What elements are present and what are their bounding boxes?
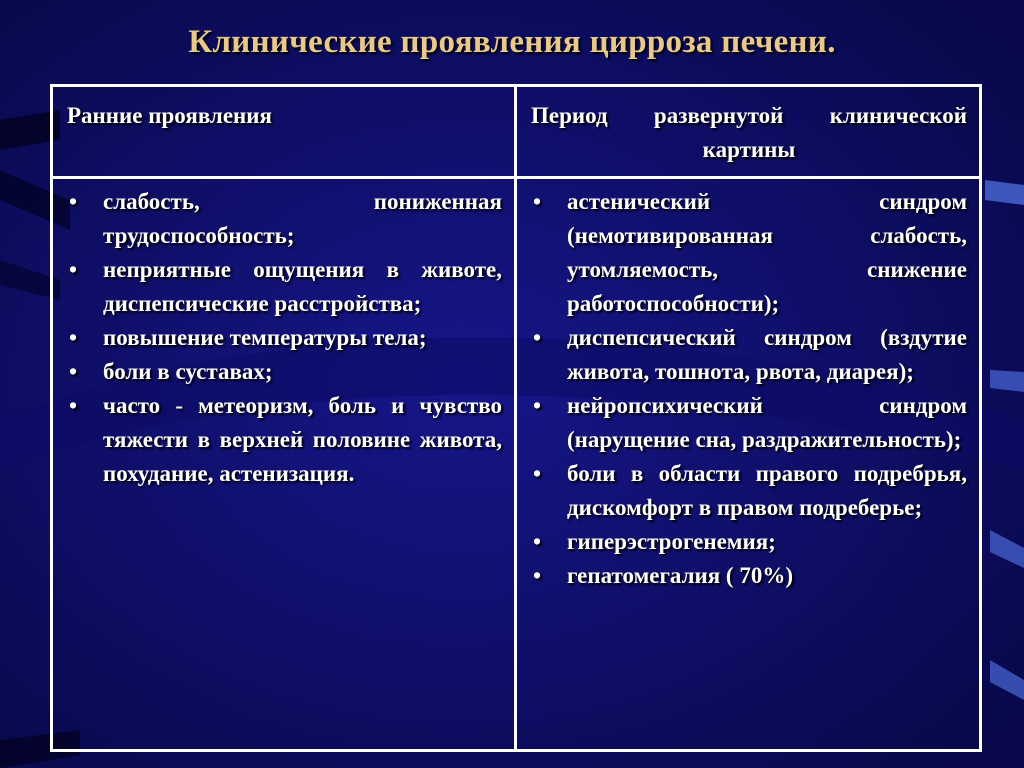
early-item-text: повышение температуры тела; — [103, 325, 427, 350]
developed-item — [527, 559, 967, 593]
developed-cell — [516, 178, 981, 751]
bullet-icon: • — [532, 563, 542, 588]
developed-list — [527, 185, 967, 593]
developed-item — [527, 457, 967, 525]
bullet-icon: • — [532, 393, 542, 418]
bullet-icon: • — [68, 189, 78, 214]
developed-item-text: боли в области правого подребрья, дискомфорт в правом подреберье; — [567, 461, 967, 520]
developed-item-text: гепатомегалия ( 70%) — [567, 563, 794, 588]
bullet-icon: • — [532, 325, 542, 350]
developed-item — [527, 185, 967, 321]
early-item-text: часто - метеоризм, боль и чувство тяжести в верхней половине живота, похудание, астенизация. — [103, 393, 502, 486]
developed-item-text: гиперэстрогенемия; — [567, 529, 776, 554]
early-item — [63, 321, 502, 355]
early-item — [63, 185, 502, 253]
early-item-text: боли в суставах; — [103, 359, 273, 384]
table-header-row — [52, 86, 981, 178]
developed-item — [527, 525, 967, 559]
early-list — [63, 185, 502, 491]
slide-title: Клинические проявления цирроза печени. — [188, 24, 836, 60]
bullet-icon: • — [68, 257, 78, 282]
early-item-text: слабость, пониженная трудоспособность; — [103, 189, 502, 248]
header-early: Ранние проявления — [52, 86, 516, 178]
bullet-icon: • — [532, 529, 542, 554]
bullet-icon: • — [68, 359, 78, 384]
bullet-icon: • — [68, 393, 78, 418]
developed-item-text: астенический синдром (немотивированная слабость, утомляемость, снижение работоспособности); — [567, 189, 967, 316]
developed-item — [527, 321, 967, 389]
early-cell — [52, 178, 516, 751]
table-body-row — [52, 178, 981, 751]
bullet-icon: • — [532, 189, 542, 214]
symptoms-table — [50, 84, 982, 752]
bullet-icon: • — [68, 325, 78, 350]
early-item — [63, 389, 502, 491]
bullet-icon: • — [532, 461, 542, 486]
early-item-text: неприятные ощущения в животе, диспепсические расстройства; — [103, 257, 502, 316]
developed-item-text: нейропсихический синдром (нарущение сна, раздражительность); — [567, 393, 967, 452]
developed-item-text: диспепсический синдром (вздутие живота, тошнота, рвота, диарея); — [567, 325, 967, 384]
developed-item — [527, 389, 967, 457]
header-developed: Период развернутой клинической картины — [516, 86, 981, 178]
early-item — [63, 253, 502, 321]
early-item — [63, 355, 502, 389]
